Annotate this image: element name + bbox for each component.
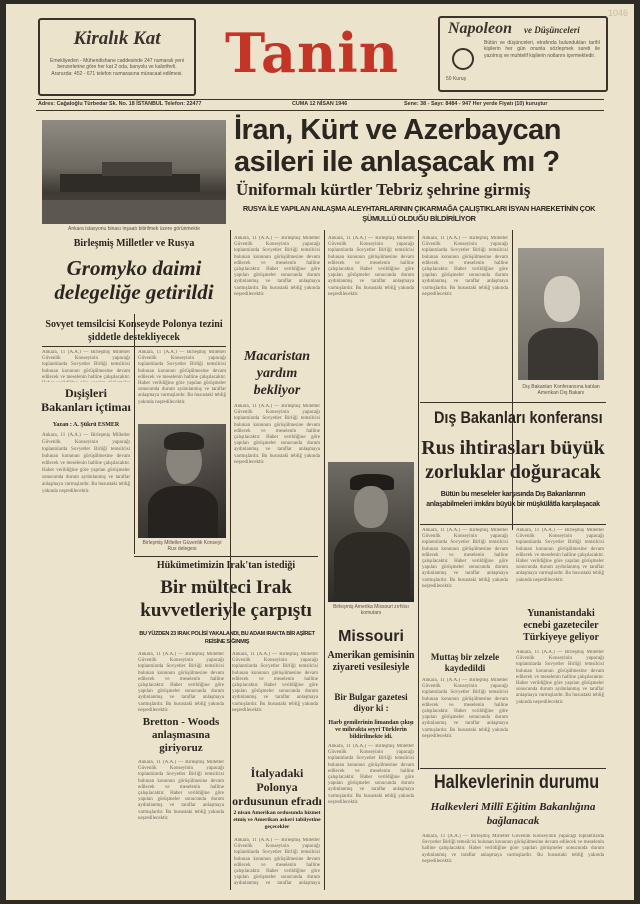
gromyko-headline: Gromyko daimi delegeliğe getirildi — [54, 256, 214, 304]
byrnes-photo — [518, 248, 604, 380]
irak-body-1: Ankara, 11 (A.A.) — Birleşmiş Milletler Güvenlik Konseyinin yapacağı toplantılarda Sovyetler Birliği temsilcisi bulunan konunun görüşülmesine devam edilecek ve meselenin halline çalışılacaktır. Haber verildiğine göre yapılan görüşmeler sonucunda durum aydınlanmış ve taraflar anlaşmaya varmışlardır. Bu husustaki tebliğ yakında neşredilecektir. — [138, 652, 224, 712]
irak-headline: Bir mülteci Irak kuvvetleriyle çarpıştı — [140, 577, 312, 621]
irak-kicker: Hükümetimizin Irak'tan istediği — [156, 560, 296, 571]
gromyko-sub: Sovyet temsilcisi Konseyde Polonya tezini şiddetle destekliyecek — [45, 319, 223, 343]
ad-kiralik-kat — [38, 18, 196, 96]
napoleon-emblem-icon — [452, 48, 474, 70]
macaristan-headline: Macaristan yardım bekliyor — [243, 349, 311, 398]
general-caption: Birleşmiş Amerika Missouri zırhlısı komutanı — [333, 604, 409, 617]
ad-kiralik-kat-title: Kiralık Kat — [73, 28, 161, 49]
lead-photo — [42, 120, 226, 224]
gromyko-kicker: Birleşmiş Milletler ve Rusya — [73, 238, 195, 249]
byrnes-caption: Dış Bakanları Konferansına katılan Amerikan Dış Bakanı — [522, 384, 600, 397]
disisleri-body: Ankara, 11 (A.A.) — Birleşmiş Milletler Güvenlik Konseyinin yapacağı toplantılarda Sovyetler Birliği temsilcisi bulunan konunun görüşülmesine devam edilecek ve meselenin halline çalışılacaktır. Haber verildiğine göre yapılan görüşmeler sonucunda durum aydınlanmış ve taraflar anlaşmaya varmışlardır. Bu husustaki tebliğ yakında neşredilecektir. — [42, 433, 130, 494]
col4-body-top: Ankara, 11 (A.A.) — Birleşmiş Milletler Güvenlik Konseyinin yapacağı toplantılarda Sovyetler Birliği temsilcisi bulunan konunun görüşülmesine devam edilecek ve meselenin halline çalışılacaktır. Haber verildiğine göre yapılan görüşmeler sonucunda durum aydınlanmış ve taraflar anlaşmaya varmışlardır. Bu husustaki tebliğ yakında neşredilecektir. — [422, 236, 508, 297]
rus-sub: Bütün bu meseleler karşısında Dış Bakanlarının anlaşabilmeleri imkânı büyük bir müşkülâtla karşılaşacak — [426, 491, 600, 508]
lead-deck: RUSYA İLE YAPILAN ANLAŞMA ALEYHTARLARININ ÇIKARMAĞA ÇALIŞTIKLARI İSYAN HAREKETİNİN ÇOK ŞÜMULLÜ OLDUĞU BİLDİRİLİYOR — [242, 204, 596, 223]
lead-photo-caption: Ankara istasyonu binası inşaatı bitirilmek üzere görünmekte — [67, 226, 200, 232]
gromyko-body-2: Ankara, 11 (A.A.) — Birleşmiş Milletler Güvenlik Konseyinin yapacağı toplantılarda Sovyetler Birliği temsilcisi bulunan konunun görüşülmesine devam edilecek ve meselenin halline çalışılacaktır. Haber verildiğine göre yapılan görüşmeler sonucunda durum aydınlanmış ve taraflar anlaşmaya varmışlardır. Bu husustaki tebliğ yakında neşredilecektir. — [138, 350, 226, 405]
ad-napoleon-price: 50 Kuruş — [446, 76, 467, 82]
yunan-headline: Yunanistandaki ecnebi gazeteciler Türkiyeye geliyor — [523, 608, 599, 643]
bakanlar-headline: Dış Bakanları konferansı — [433, 408, 603, 427]
rus-body-1: Ankara, 11 (A.A.) — Birleşmiş Milletler Güvenlik Konseyinin yapacağı toplantılarda Sovyetler Birliği temsilcisi bulunan konunun görüşülmesine devam edilecek ve meselenin halline çalışılacaktır. Haber verildiğine göre yapılan görüşmeler sonucunda durum aydınlanmış ve taraflar anlaşmaya varmışlardır. Bu husustaki tebliğ yakında neşredilecektir. — [422, 528, 508, 589]
disisleri-byline: Yazan : A. Şükrü ESMER — [52, 422, 120, 428]
info-address: Adres: Cağaloğlu Türbedar Sk. No. 18 İSTANBUL Telefon: 22477 — [38, 101, 202, 107]
bretton-body: Ankara, 11 (A.A.) — Birleşmiş Milletler Güvenlik Konseyinin yapacağı toplantılarda Sovyetler Birliği temsilcisi bulunan konunun görüşülmesine devam edilecek ve meselenin halline çalışılacaktır. Haber verildiğine göre yapılan görüşmeler sonucunda durum aydınlanmış ve taraflar anlaşmaya varmışlardır. Bu husustaki tebliğ yakında neşredilecektir. — [138, 760, 224, 821]
lead-headline-2: asileri ile anlaşacak mı ? — [234, 146, 560, 178]
irak-body-2: Ankara, 11 (A.A.) — Birleşmiş Milletler Güvenlik Konseyinin yapacağı toplantılarda Sovyetler Birliği temsilcisi bulunan konunun görüşülmesine devam edilecek ve meselenin halline çalışılacaktır. Haber verildiğine göre yapılan görüşmeler sonucunda durum aydınlanmış ve taraflar anlaşmaya varmışlardır. Bu husustaki tebliğ yakında neşredilecektir. — [232, 652, 318, 713]
ad-kiralik-kat-text: Emekliyeden - Mühendishane caddesinde 247 numaralı yeni benzerlerine göre her kat 2 oda, banyolu ve kaloriferli. Aranızda: 452 - 671 telefon numarasına müracaat edilmesi. — [50, 58, 184, 77]
gromyko-photo — [138, 424, 226, 538]
halkevleri-body: Ankara, 11 (A.A.) — Birleşmiş Milletler Güvenlik Konseyinin yapacağı toplantılarda Sovyetler Birliği temsilcisi bulunan konunun görüşülmesine devam edilecek ve meselenin halline çalışılacaktır. Haber verildiğine göre yapılan görüşmeler sonucunda durum aydınlanmış ve taraflar anlaşmaya varmışlardır. Bu husustaki tebliğ yakında neşredilecektir. — [422, 834, 604, 864]
middle-body-top: Ankara, 11 (A.A.) — Birleşmiş Milletler Güvenlik Konseyinin yapacağı toplantılarda Sovyetler Birliği temsilcisi bulunan konunun görüşülmesine devam edilecek ve meselenin halline çalışılacaktır. Haber verildiğine göre yapılan görüşmeler sonucunda durum aydınlanmış ve taraflar anlaşmaya varmışlardır. Bu husustaki tebliğ yakında neşredilecektir. — [234, 236, 320, 297]
halkevleri-sub: Halkevleri Millî Eğitim Bakanlığına bağlanacak — [430, 801, 596, 827]
missouri-sub: Amerikan gemisinin ziyareti vesilesiyle — [327, 650, 415, 673]
info-issue: Sene: 38 - Sayı: 8484 - 947 Her yerde Fiyatı (10) kuruştur — [404, 101, 548, 107]
page-stamp: 1046 — [607, 8, 628, 18]
rus-body-2: Ankara, 11 (A.A.) — Birleşmiş Milletler Güvenlik Konseyinin yapacağı toplantılarda Sovyetler Birliği temsilcisi bulunan konunun görüşülmesine devam edilecek ve meselenin halline çalışılacaktır. Haber verildiğine göre yapılan görüşmeler sonucunda durum aydınlanmış ve taraflar anlaşmaya varmışlardır. Bu husustaki tebliğ yakında neşredilecektir. — [516, 528, 604, 583]
ad-napoleon-title: Napoleon — [448, 20, 512, 37]
rus-headline: Rus ihtirasları büyük zorluklar doğuracak — [421, 437, 605, 483]
disisleri-headline: Dışişleri Bakanları içtimaı — [41, 386, 131, 414]
halkevleri-headline: Halkevlerinin durumu — [433, 772, 600, 793]
missouri-note: Bir Bulgar gazetesi diyor ki : — [334, 692, 408, 713]
polonya-sub: 2 nisan Amerikan ordusunda hizmet etmiş ve Amerikan askeri tabiiyetine geçecekler — [233, 810, 321, 830]
ad-napoleon-text: Bütün ve düşünceleri, etrafında bulundukları tarihî kişilerin her gün onunla sözleşmek sureti ile yazılmış ve muhtelif kişilerin notlarını içermektedir. — [484, 40, 600, 59]
general-photo — [328, 462, 414, 602]
ad-napoleon — [438, 16, 608, 92]
gromyko-caption: Birleşmiş Milletler Güvenlik Konseyi Rus delegesi — [142, 540, 222, 553]
newspaper-page — [6, 4, 634, 900]
lead-headline-1: İran, Kürt ve Azerbaycan — [234, 114, 561, 146]
missouri-body: Ankara, 11 (A.A.) — Birleşmiş Milletler Güvenlik Konseyinin yapacağı toplantılarda Sovyetler Birliği temsilcisi bulunan konunun görüşülmesine devam edilecek ve meselenin halline çalışılacaktır. Haber verildiğine göre yapılan görüşmeler sonucunda durum aydınlanmış ve taraflar anlaşmaya varmışlardır. Bu husustaki tebliğ yakında neşredilecektir. — [328, 744, 414, 805]
zelzele-body: Ankara, 11 (A.A.) — Birleşmiş Milletler Güvenlik Konseyinin yapacağı toplantılarda Sovyetler Birliği temsilcisi bulunan konunun görüşülmesine devam edilecek ve meselenin halline çalışılacaktır. Haber verildiğine göre yapılan görüşmeler sonucunda durum aydınlanmış ve taraflar anlaşmaya varmışlardır. Bu husustaki tebliğ yakında neşredilecektir. — [422, 678, 508, 739]
gromyko-body: Ankara, 11 (A.A.) — Birleşmiş Milletler Güvenlik Konseyinin yapacağı toplantılarda Sovyetler Birliği temsilcisi bulunan konunun görüşülmesine devam edilecek ve meselenin halline çalışılacaktır. — [42, 350, 130, 380]
polonya-headline: İtalyadaki Polonya ordusunun efradı — [232, 766, 322, 808]
info-bar-bottom-rule — [36, 110, 604, 111]
missouri-headline: Missouri — [338, 628, 404, 645]
irak-sub: BU YÜZDEN 23 IRAK POLİSİ YAKALANDI, BU ADAM IRAKTA BİR AŞİRET REİSİNE SIĞINMIŞ — [139, 631, 315, 645]
macaristan-body: Ankara, 11 (A.A.) — Birleşmiş Milletler Güvenlik Konseyinin yapacağı toplantılarda Sovyetler Birliği temsilcisi bulunan konunun görüşülmesine devam edilecek ve meselenin halline çalışılacaktır. Haber verildiğine göre yapılan görüşmeler sonucunda durum aydınlanmış ve taraflar anlaşmaya varmışlardır. Bu husustaki tebliğ yakında neşredilecektir. — [234, 404, 320, 465]
lead-subhead: Üniformalı kürtler Tebriz şehrine girmiş — [236, 180, 531, 199]
yunan-body: Ankara, 11 (A.A.) — Birleşmiş Milletler Güvenlik Konseyinin yapacağı toplantılarda Sovyetler Birliği temsilcisi bulunan konunun görüşülmesine devam edilecek ve meselenin halline çalışılacaktır. Haber verildiğine göre yapılan görüşmeler sonucunda durum aydınlanmış ve taraflar anlaşmaya varmışlardır. Bu husustaki tebliğ yakında neşredilecektir. — [516, 650, 604, 705]
ad-napoleon-subtitle: ve Düşünceleri — [524, 25, 580, 35]
missouri-note2: Harb gemilerinin limandan çıkışı ve mihrakta seyri Türklerin bildirilmekte idi. — [328, 720, 414, 740]
polonya-body: Ankara, 11 (A.A.) — Birleşmiş Milletler Güvenlik Konseyinin yapacağı toplantılarda Sovyetler Birliği temsilcisi bulunan konunun görüşülmesine devam edilecek ve meselenin halline çalışılacaktır. Haber verildiğine göre yapılan görüşmeler sonucunda durum aydınlanmış ve taraflar anlaşmaya — [234, 838, 320, 887]
info-date: CUMA 12 NİSAN 1946 — [292, 101, 348, 107]
col3-body-top: Ankara, 11 (A.A.) — Birleşmiş Milletler Güvenlik Konseyinin yapacağı toplantılarda Sovyetler Birliği temsilcisi bulunan konunun görüşülmesine devam edilecek ve meselenin halline çalışılacaktır. Haber verildiğine göre yapılan görüşmeler sonucunda durum aydınlanmış ve taraflar anlaşmaya varmışlardır. Bu husustaki tebliğ yakında neşredilecektir. — [328, 236, 414, 297]
bretton-headline: Bretton - Woods anlaşmasına giriyoruz — [142, 716, 220, 754]
zelzele-headline: Muttaş bir zelzele kaydedildi — [430, 652, 500, 673]
info-bar-top-rule — [36, 99, 604, 100]
masthead-title: Tanin — [224, 21, 400, 85]
